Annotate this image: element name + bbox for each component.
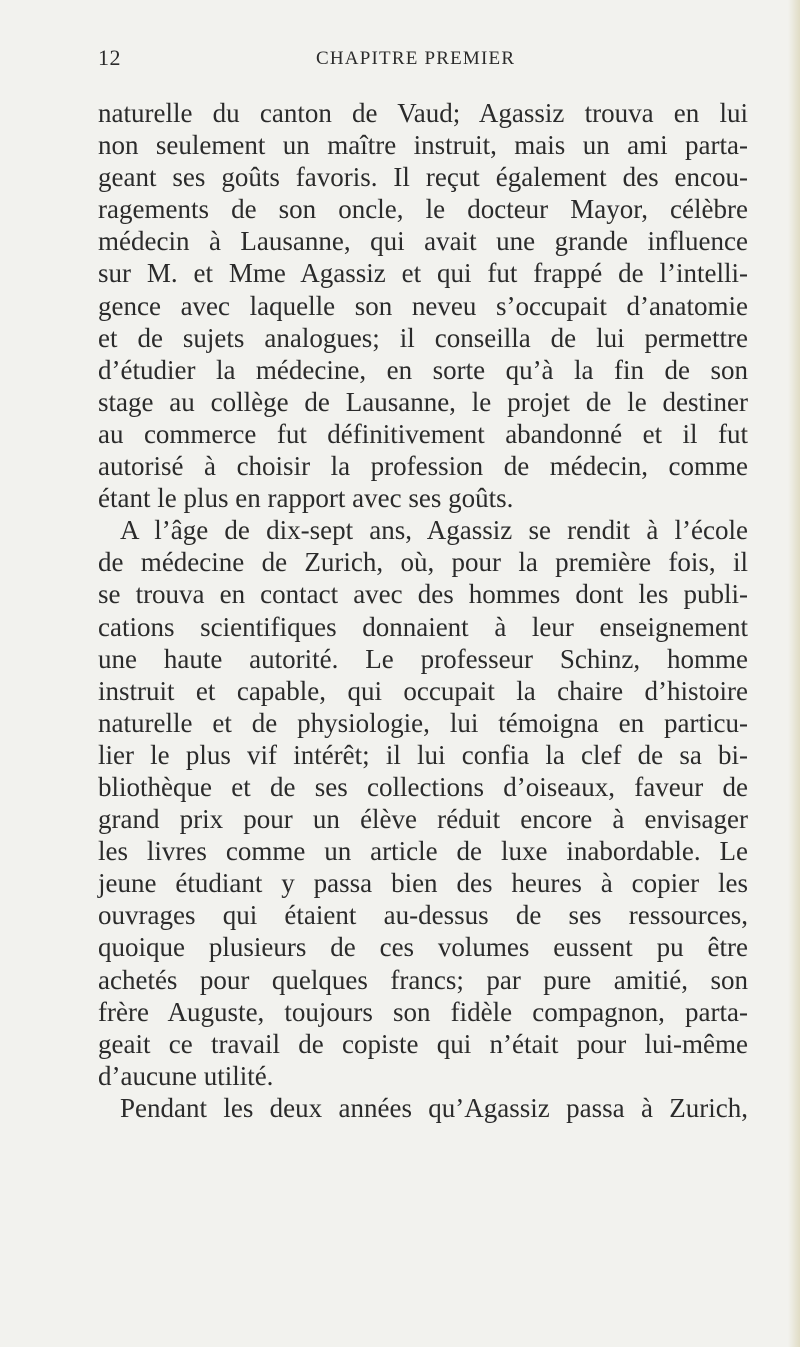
text-line: grand prix pour un élève réduit encore à envisager: [98, 804, 748, 835]
text-line: A l’âge de dix-sept ans, Agassiz se rendit à l’école: [120, 515, 748, 546]
text-line: geait ce travail de copiste qui n’était pour lui-même: [98, 1028, 748, 1059]
text-line: naturelle et de physiologie, lui témoigna en particu-: [98, 707, 748, 738]
text-line: lier le plus vif intérêt; il lui confia la clef de sa bi-: [98, 739, 748, 770]
text-line: étant le plus en rapport avec ses goûts.: [98, 483, 514, 514]
text-line: d’étudier la médecine, en sorte qu’à la fin de son: [98, 354, 748, 385]
text-line: jeune étudiant y passa bien des heures à copier les: [98, 868, 748, 899]
text-line: achetés pour quelques francs; par pure amitié, son: [98, 964, 748, 995]
page-number: 12: [98, 45, 121, 70]
text-line: frère Auguste, toujours son fidèle compagnon, parta-: [98, 996, 748, 1027]
text-line: ragements de son oncle, le docteur Mayor, célèbre: [98, 194, 748, 225]
text-line: se trouva en contact avec des hommes dont les publi-: [98, 579, 748, 610]
text-line: stage au collège de Lausanne, le projet de le destiner: [98, 386, 748, 417]
text-line: naturelle du canton de Vaud; Agassiz trouva en lui: [98, 98, 748, 128]
text-line: les livres comme un article de luxe inabordable. Le: [98, 836, 748, 867]
text-line: Pendant les deux années qu’Agassiz passa à Zurich,: [120, 1092, 748, 1123]
text-line: non seulement un maître instruit, mais un ami parta-: [98, 130, 748, 161]
text-line: instruit et capable, qui occupait la chaire d’histoire: [98, 675, 748, 706]
text-line: une haute autorité. Le professeur Schinz, homme: [98, 643, 748, 674]
text-line: médecin à Lausanne, qui avait une grande influence: [98, 226, 748, 257]
text-line: bliothèque et de ses collections d’oiseaux, faveur de: [98, 771, 748, 802]
text-line: quoique plusieurs de ces volumes eussent pu être: [98, 932, 748, 963]
text-line: cations scientifiques donnaient à leur enseignement: [98, 611, 748, 642]
text-line: gence avec laquelle son neveu s’occupait d’anatomie: [98, 290, 748, 321]
page-edge-shadow: [788, 0, 800, 1347]
page-header: [98, 45, 748, 75]
text-line: sur M. et Mme Agassiz et qui fut frappé de l’intelli-: [98, 258, 748, 289]
running-head: CHAPITRE PREMIER: [316, 48, 516, 69]
text-line: de médecine de Zurich, où, pour la première fois, il: [98, 547, 748, 578]
text-line: au commerce fut définitivement abandonné et il fut: [98, 418, 748, 449]
body-text: [98, 97, 748, 1124]
text-line: geant ses goûts favoris. Il reçut également des encou-: [98, 162, 748, 193]
text-line: d’aucune utilité.: [98, 1060, 274, 1091]
text-line: ouvrages qui étaient au-dessus de ses ressources,: [98, 900, 748, 931]
text-line: et de sujets analogues; il conseilla de lui permettre: [98, 322, 748, 353]
text-line: autorisé à choisir la profession de médecin, comme: [98, 451, 748, 482]
